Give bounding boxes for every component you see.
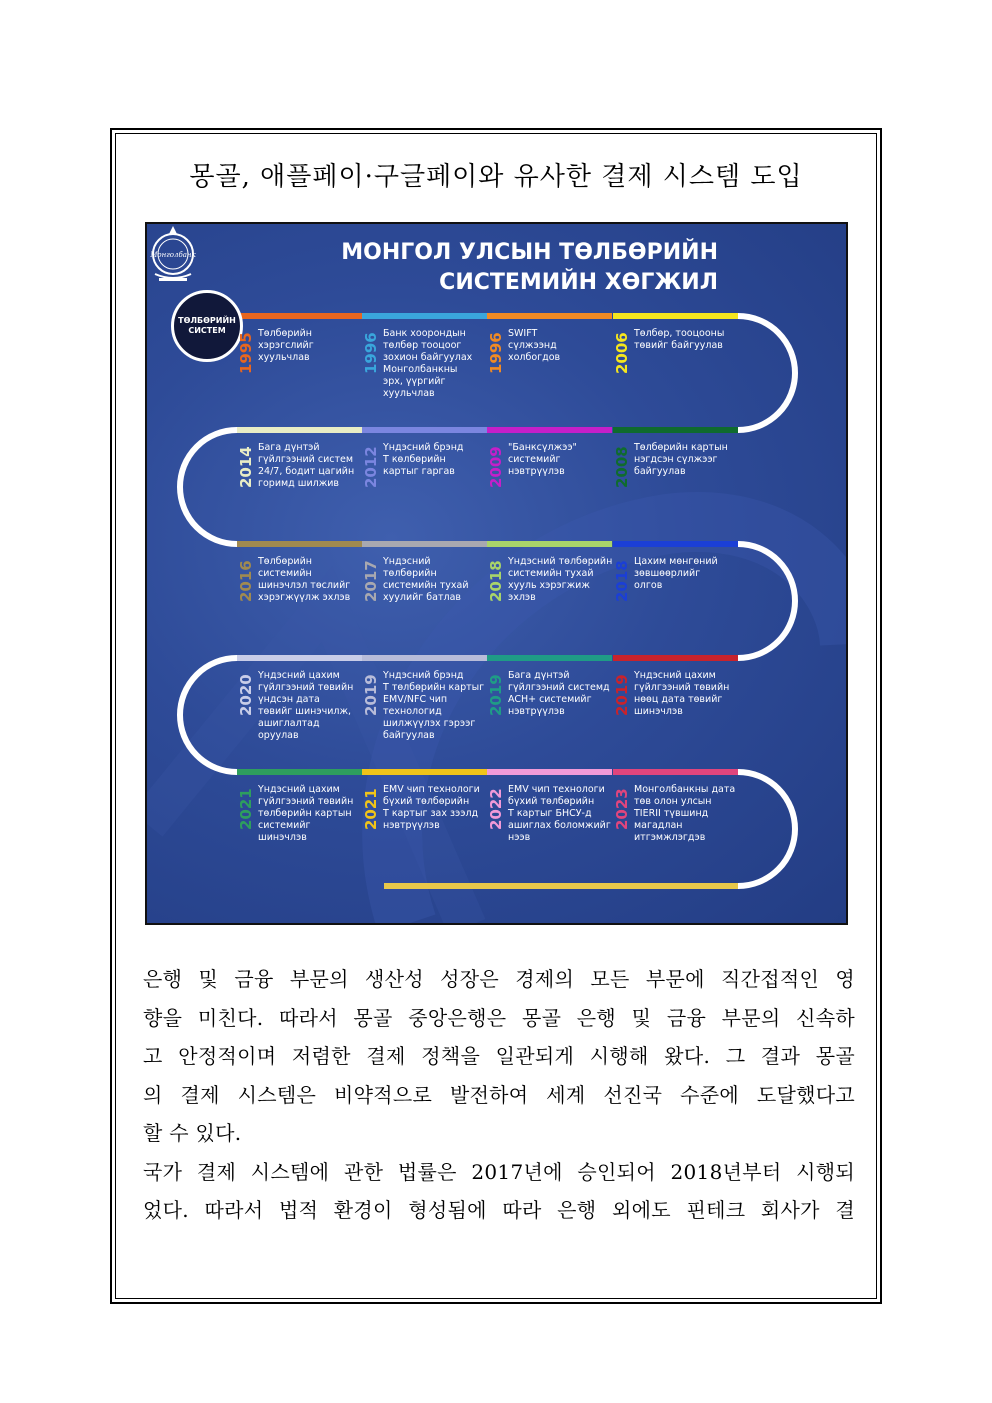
- timeline-description: Үндэсний төлбөрийн системийн тухай хуулийг батлав: [383, 556, 469, 603]
- timeline-description: Бага дүнтэй гүйлгээний систем 24/7, бодит цагийн горимд шилжив: [258, 442, 355, 489]
- timeline-segment: [237, 427, 362, 433]
- timeline-year: 2021: [237, 788, 255, 830]
- timeline-segment: [362, 769, 487, 775]
- timeline-year: 2019: [487, 674, 505, 716]
- timeline-segment: [613, 427, 738, 433]
- timeline-description: "Банксүлжээ" системийг нэвтрүүлэв: [508, 442, 577, 477]
- timeline-year: 2006: [613, 332, 631, 374]
- timeline-segment: [362, 655, 487, 661]
- timeline-description: Үндэсний төлбөрийн системийн тухай хууль хэрэгжиж эхлэв: [508, 556, 613, 603]
- timeline-description: Төлбөр, тооцооны төвийг байгуулав: [634, 328, 725, 351]
- timeline-segment: [613, 541, 738, 547]
- timeline-year: 2023: [613, 788, 631, 830]
- payment-system-badge: ТӨЛБӨРИЙН СИСТЕМ: [171, 290, 243, 362]
- timeline-curve: [738, 316, 795, 430]
- timeline-description: Үндэсний брэнд Т көлбөрийн картыг гаргав: [383, 442, 464, 477]
- timeline-year: 2020: [237, 674, 255, 716]
- timeline-segment: [237, 313, 362, 319]
- timeline-curve: [180, 430, 237, 544]
- timeline-year: 2018: [487, 560, 505, 602]
- timeline-year: 2022: [487, 788, 505, 830]
- timeline-description: EMV чип технологи бүхий төлбөрийн Т картыг БНСУ-д ашиглах боломжийг нээв: [508, 784, 611, 843]
- timeline-segment: [613, 313, 738, 319]
- timeline-description: Үндэсний цахим гүйлгээний төвийн үндсэн дата төвийг шинэчилж, ашиглалтад оруулав: [258, 670, 354, 741]
- paragraph-line: 국가 결제 시스템에 관한 법률은 2017년에 승인되어 2018년부터 시행되: [143, 1159, 855, 1184]
- timeline-description: Монголбанкны дата төв олон улсын TIERII түвшинд магадлан итгэмжлэгдэв: [634, 784, 736, 843]
- timeline-description: Бага дүнтэй гүйлгээний системд ACH+ системийг нэвтрүүлэв: [508, 670, 610, 717]
- timeline-year: 2016: [237, 560, 255, 602]
- timeline-segment: [362, 427, 487, 433]
- timeline-description: Төлбөрийн картын нэгдсэн сүлжээг байгуулав: [634, 442, 728, 477]
- timeline-segment: [237, 769, 362, 775]
- paragraph-line: 향을 미친다. 따라서 몽골 중앙은행은 몽골 은행 및 금융 부문의 신속하: [143, 1005, 855, 1030]
- timeline-curve: [738, 772, 795, 886]
- timeline-year: 2018: [613, 560, 631, 602]
- timeline-year: 2019: [362, 674, 380, 716]
- timeline-segment: [487, 313, 612, 319]
- document-title: 몽골, 애플페이·구글페이와 유사한 결제 시스템 도입: [189, 162, 803, 192]
- timeline-segment: [237, 655, 362, 661]
- timeline-year: 1996: [362, 332, 380, 374]
- timeline-description: Төлбөрийн хэрэгслийг хуульчлав: [258, 328, 314, 363]
- timeline-description: Үндэсний цахим гүйлгээний төвийн төлбөрийн картын системийг шинэчлэв: [258, 784, 354, 843]
- paragraph-line: 었다. 따라서 법적 환경이 형성됨에 따라 은행 외에도 핀테크 회사가 결: [143, 1198, 855, 1222]
- timeline-year: 2017: [362, 560, 380, 602]
- paragraph-line: 고 안정적이며 저렴한 결제 정책을 일관되게 시행해 왔다. 그 결과 몽골: [143, 1044, 855, 1068]
- timeline-year: 1996: [487, 332, 505, 374]
- mongolbank-seal-icon: [147, 224, 199, 286]
- timeline-segment: [237, 541, 362, 547]
- timeline-segment: [487, 655, 612, 661]
- timeline-segment: [487, 427, 612, 433]
- timeline-description: Банк хоорондын төлбөр тооцоог зохион байгуулах Монголбанкны эрх, үүргийг хуульчлав: [383, 328, 473, 399]
- timeline-segment: [613, 769, 738, 775]
- timeline-end-segment: [384, 883, 738, 889]
- paragraph-2: [143, 1153, 855, 1230]
- infographic-title-line1: МОНГОЛ УЛСЫН ТӨЛБӨРИЙН: [341, 240, 718, 265]
- article-body: [143, 960, 855, 1230]
- timeline-description: Үндэсний брэнд Т төлбөрийн картыг EMV/NFC чип технологид шилжүүлэх гэрээг байгуулав: [383, 670, 485, 741]
- timeline-segment: [613, 655, 738, 661]
- timeline-description: Цахим мөнгөний зөвшөөрлийг олгов: [634, 556, 718, 591]
- timeline-description: Төлбөрийн системийн шинэчлэл төслийг хэрэгжүүлж эхлэв: [258, 556, 351, 603]
- svg-text:Монголбанк: Монголбанк: [150, 251, 196, 259]
- timeline-description: SWIFT сүлжээнд холбогдов: [508, 328, 561, 363]
- timeline-segment: [487, 769, 612, 775]
- timeline-year: 2009: [487, 446, 505, 488]
- paragraph-line: 할 수 있다.: [143, 1121, 242, 1145]
- infographic-title: [341, 238, 718, 298]
- paragraph-line: 의 결제 시스템은 비약적으로 발전하여 세계 선진국 수준에 도달했다고: [143, 1082, 855, 1107]
- paragraph-line: 은행 및 금융 부문의 생산성 성장은 경제의 모든 부문에 직간접적인 영: [143, 967, 855, 991]
- timeline-segment: [487, 541, 612, 547]
- timeline-year: 2014: [237, 446, 255, 488]
- paragraph-1: [143, 960, 855, 1153]
- timeline-year: 2008: [613, 446, 631, 488]
- timeline-year: 2012: [362, 446, 380, 488]
- timeline-segment: [362, 313, 487, 319]
- timeline-description: EMV чип технологи бүхий төлбөрийн Т картыг зах зээлд нэвтрүүлэв: [383, 784, 480, 831]
- infographic-title-line2: СИСТЕМИЙН ХӨГЖИЛ: [439, 270, 718, 295]
- payment-system-infographic: [145, 222, 848, 925]
- timeline-year: 2019: [613, 674, 631, 716]
- timeline-year: 2021: [362, 788, 380, 830]
- timeline-segment: [362, 541, 487, 547]
- timeline-year: 1995: [237, 332, 255, 374]
- timeline-description: Үндэсний цахим гүйлгээний төвийн нөөц дата төвийг шинэчлэв: [634, 670, 730, 717]
